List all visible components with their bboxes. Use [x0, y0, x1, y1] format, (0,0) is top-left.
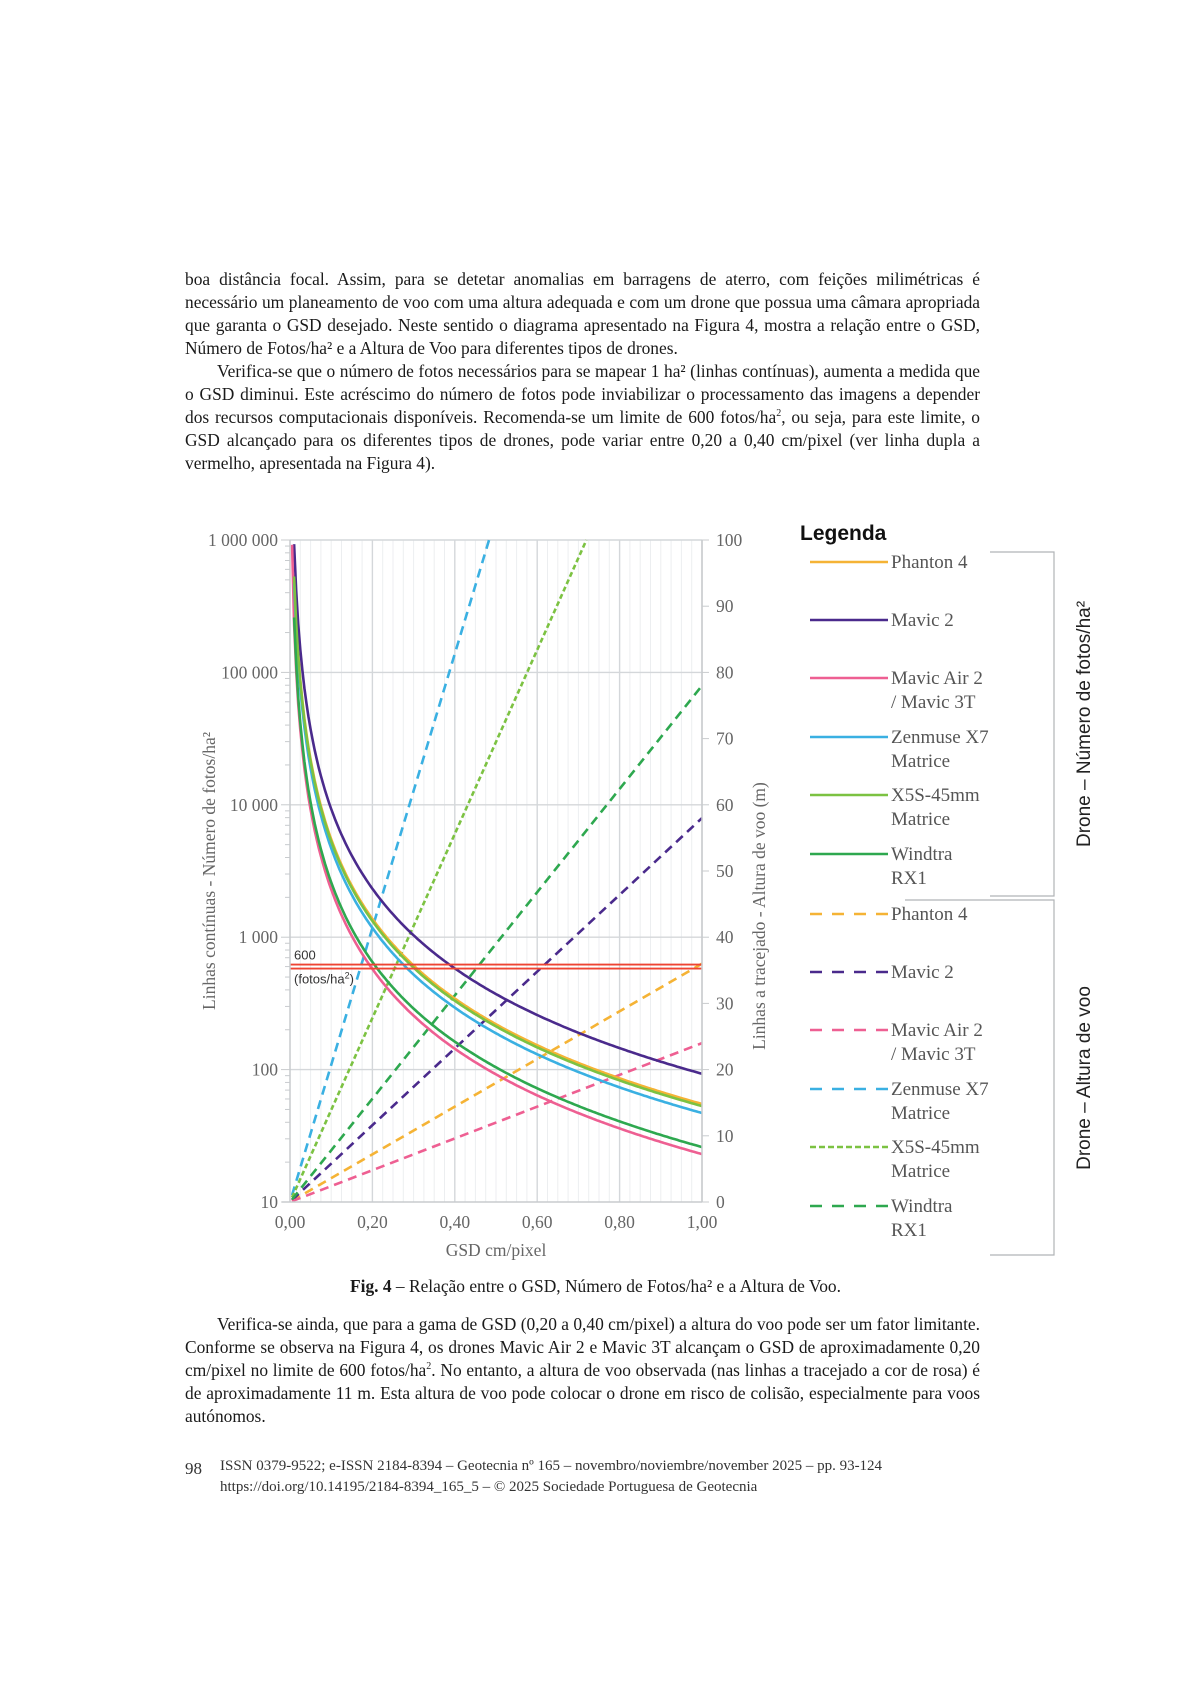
- legend-label-line2: RX1: [891, 868, 927, 889]
- y-right-axis-label: Linhas a tracejado - Altura de voo (m): [749, 782, 769, 1050]
- legend-label: Windtra: [891, 1196, 953, 1217]
- photos-curve-windtra: [294, 618, 702, 1148]
- y-right-tick-label: 60: [716, 794, 734, 815]
- photos-curve-mavic-2: [294, 544, 702, 1074]
- legend-label-line2: Matrice: [891, 751, 951, 772]
- legend-label-line2: / Mavic 3T: [891, 692, 976, 713]
- page-number: 98: [185, 1459, 202, 1478]
- y-right-tick-label: 50: [716, 861, 734, 881]
- legend-label: Phanton 4: [891, 904, 968, 925]
- photos-curve-x5s-45mm: [294, 577, 702, 1107]
- legend-title: Legenda: [800, 522, 887, 545]
- threshold-unit-close: ): [349, 971, 354, 987]
- chart-legend: [800, 522, 1095, 1255]
- legend-label: X5S-45mm: [891, 785, 980, 806]
- legend-group-height-label: Drone – Altura de voo: [1074, 986, 1095, 1170]
- legend-label: Zenmuse X7: [891, 727, 989, 748]
- paragraph-2-text-end: , ou seja, para este limite, o GSD alcançado para os diferentes tipos de drones, pode variar entre 0,20 a 0,40 cm/pixel (ver linha dupla a vermelho, apresentada na Figura 4).: [185, 407, 980, 473]
- y-left-tick-label: 1 000: [238, 927, 278, 948]
- legend-label: Phanton 4: [891, 552, 968, 573]
- y-right-tick-label: 0: [716, 1192, 725, 1212]
- x-tick-label: 0,20: [357, 1212, 388, 1232]
- paragraph-conclusion: [185, 1313, 980, 1428]
- y-left-tick-label: 10 000: [229, 794, 278, 815]
- y-left-tick-label: 100 000: [221, 662, 278, 683]
- y-right-tick-label: 30: [716, 993, 734, 1014]
- x-tick-label: 0,60: [521, 1212, 553, 1232]
- threshold-value-label: 600: [294, 947, 316, 963]
- x-tick-label: 0,40: [439, 1212, 471, 1232]
- y-left-tick-label: 10: [260, 1192, 278, 1212]
- x-tick-label: 0,80: [604, 1212, 635, 1232]
- superscript: 2: [776, 408, 782, 420]
- legend-label-line2: Matrice: [891, 809, 951, 830]
- photos-curve-phanton-4: [294, 574, 702, 1104]
- y-right-tick-label: 70: [716, 728, 734, 749]
- superscript: 2: [426, 1361, 432, 1373]
- threshold-unit: (fotos/ha: [294, 971, 345, 987]
- caption-text: – Relação entre o GSD, Número de Fotos/ha² e a Altura de Voo.: [391, 1276, 841, 1296]
- footer-doi: https://doi.org/10.14195/2184-8394_165_5 – © 2025 Sociedade Portuguesa de Geotecnia: [220, 1479, 758, 1495]
- threshold-unit-label: [294, 971, 354, 987]
- y-right-tick-label: 10: [716, 1125, 734, 1146]
- x-axis-label: GSD cm/pixel: [445, 1240, 547, 1260]
- legend-bracket-photos: [990, 552, 1054, 896]
- legend-label-line2: / Mavic 3T: [891, 1044, 976, 1065]
- legend-label-line2: RX1: [891, 1220, 927, 1241]
- photos-curve-zenmuse-x7: [294, 583, 702, 1113]
- paragraph-3-text-end: . No entanto, a altura de voo observada (nas linhas a tracejado a cor de rosa) é de aproximadamente 11 m. Esta altura de voo pode colocar o drone em risco de colisão, especialmente para voos autónomos.: [185, 1360, 980, 1426]
- legend-label: Mavic Air 2: [891, 1020, 983, 1041]
- chart-axes: [199, 530, 769, 1260]
- footer-issn: ISSN 0379-9522; e-ISSN 2184-8394 – Geotecnia nº 165 – novembro/noviembre/november 2025 – pp. 93-124: [220, 1458, 883, 1474]
- legend-group-photos-label: Drone – Número de fotos/ha²: [1074, 600, 1095, 848]
- figure-caption: [0, 1276, 1191, 1297]
- legend-label: Mavic Air 2: [891, 668, 983, 689]
- y-right-tick-label: 100: [716, 530, 743, 550]
- legend-label: Mavic 2: [891, 962, 954, 983]
- y-right-tick-label: 20: [716, 1059, 734, 1080]
- threshold-unit-sup: 2: [344, 970, 350, 981]
- legend-label: X5S-45mm: [891, 1137, 980, 1158]
- paragraph-1: boa distância focal. Assim, para se detetar anomalias em barragens de aterro, com feições milimétricas é necessário um planeamento de voo com uma altura adequada e com um drone que possua uma câmara apropriada que garanta o GSD desejado. Neste sentido o diagrama apresentado na Figura 4, mostra a relação entre o GSD, Número de Fotos/ha² e a Altura de Voo para diferentes tipos de drones.: [185, 269, 980, 358]
- legend-label: Zenmuse X7: [891, 1079, 989, 1100]
- height-line-zenmuse-x7: [292, 540, 489, 1195]
- y-right-tick-label: 90: [716, 596, 734, 617]
- legend-label: Windtra: [891, 844, 953, 865]
- x-tick-label: 1,00: [686, 1212, 718, 1232]
- paragraph-2-text: Verifica-se que o número de fotos necessários para se mapear 1 ha² (linhas contínuas), aumenta a medida que o GSD diminui. Este acréscimo do número de fotos pode inviabilizar o processamento das imagens a depender dos recursos computacionais disponíveis. Recomenda-se um limite de 600 fotos/ha: [185, 361, 980, 427]
- caption-label: Fig. 4: [350, 1276, 392, 1296]
- legend-label-line2: Matrice: [891, 1161, 951, 1182]
- grid-lines: [290, 540, 702, 1202]
- y-left-tick-label: 100: [251, 1059, 278, 1080]
- paragraph-3: [185, 1313, 980, 1428]
- paragraph-3-text: Verifica-se ainda, que para a gama de GSD (0,20 a 0,40 cm/pixel) a altura do voo pode ser um fator limitante. Conforme se observa na Figura 4, os drones Mavic Air 2 e Mavic 3T alcançam o GSD de aproximadamente 0,20 cm/pixel no limite de 600 fotos/ha: [185, 1314, 980, 1380]
- y-right-tick-label: 80: [716, 662, 734, 683]
- y-right-tick-label: 40: [716, 927, 734, 948]
- x-tick-label: 0,00: [274, 1212, 306, 1232]
- legend-label-line2: Matrice: [891, 1103, 951, 1124]
- y-left-axis-label: Linhas contínuas - Número de fotos/ha²: [199, 732, 219, 1010]
- legend-label: Mavic 2: [891, 610, 954, 631]
- y-left-tick-label: 1 000 000: [208, 530, 278, 550]
